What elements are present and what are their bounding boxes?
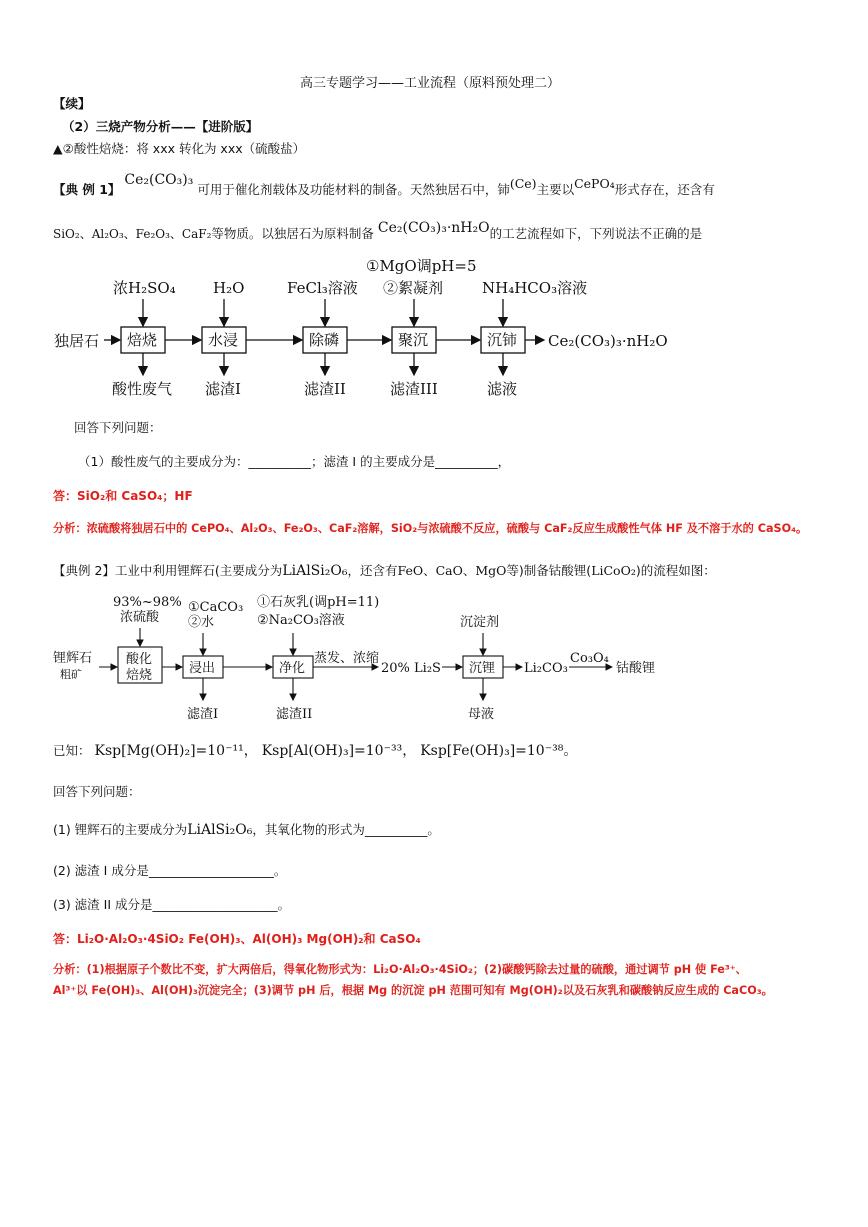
flow1-step-4: 聚沉	[398, 331, 429, 349]
flow2-step-2: 浸出	[189, 661, 216, 676]
flow2-co3o4: Co₃O₄	[570, 651, 609, 666]
flow1-output-1: 酸性废气	[112, 380, 173, 398]
example1-line2-tail: 的工艺流程如下，下列说法不正确的是	[489, 226, 703, 241]
flow2-reagent-2a: ①石灰乳(调pH=11)	[257, 595, 380, 610]
ex2-answer: 答：Li₂O·Al₂O₃·4SiO₂ Fe(OH)₃、Al(OH)₃ Mg(OH)₂和 CaSO₄	[53, 932, 421, 946]
ex1-answer: 答：SiO₂和 CaSO₄；HF	[53, 489, 193, 503]
topic-point: ▲②酸性焙烧：将 xxx 转化为 xxx（硫酸盐）	[53, 141, 306, 156]
flow2-acid-1: 93%~98%	[113, 595, 182, 610]
flow1-reagent-1: 浓H₂SO₄	[113, 279, 176, 297]
ex2-answer-prompt: 回答下列问题：	[53, 784, 141, 799]
formula-ce2co3: Ce₂(CO₃)₃	[124, 172, 194, 188]
impurity-formulas: SiO₂、Al₂O₃、Fe₂O₃、CaF₂	[53, 227, 212, 241]
example1-line2	[53, 220, 703, 242]
flow2-li2co3: Li₂CO₃	[524, 661, 568, 676]
flow2-step-1a: 酸化	[126, 652, 153, 667]
ex2-analysis-line1: 分析：(1)根据原子个数比不变，扩大两倍后，得氧化物形式为：Li₂O·Al₂O₃·4SiO₂；(2)碳酸钙除去过量的硫酸，通过调节 pH 使 Fe³⁺、	[53, 963, 747, 976]
example2-text-a: 【典例 2】工业中利用锂辉石(主要成分为	[53, 563, 283, 578]
flow1-reagent-2: H₂O	[213, 279, 245, 297]
example1-text-3: 形式存在，还含有	[614, 182, 715, 197]
flow1-reagent-6: NH₄HCO₃溶液	[482, 279, 588, 297]
impurity-formulas-2: FeO、CaO、MgO	[397, 563, 507, 578]
flow2-acid-2: 浓硫酸	[120, 610, 160, 625]
example2-text-d: )的流程如图：	[635, 563, 716, 578]
page-title: 高三专题学习——工业流程（原料预处理二）	[300, 76, 561, 91]
flow2-reagent-1b: ②水	[188, 615, 215, 630]
ex2-q1-a: (1) 锂辉石的主要成分为	[53, 822, 188, 837]
flow2-output-2: 滤渣II	[276, 707, 313, 722]
ex2-q1-b: ，其氧化物的形式为__________。	[252, 822, 440, 837]
ex1-question-1: （1）酸性废气的主要成分为：__________；滤渣 I 的主要成分是__________，	[78, 454, 511, 469]
ex2-analysis-line2: Al³⁺以 Fe(OH)₃、Al(OH)₃沉淀完全；(3)调节 pH 后，根据 Mg 的沉淀 pH 范围可知有 Mg(OH)₂以及石灰乳和碳酸钠反应生成的 CaCO₃。	[53, 984, 773, 997]
flow1-step-1: 焙烧	[127, 331, 158, 349]
flow1-reagent-4: ①MgO调pH=5	[366, 257, 477, 275]
flow1-step-2: 水浸	[208, 331, 239, 349]
formula-lialsi2o6: LiAlSi₂O₆	[282, 563, 348, 579]
flow1-output-5: 滤液	[487, 380, 518, 398]
flow2-evaporate: 蒸发、浓缩	[314, 651, 380, 666]
example2-text-b: ，还含有	[347, 563, 398, 578]
ksp-al: Ksp[Al(OH)₃]=10⁻³³，	[261, 743, 417, 759]
section-heading: （2）三烧产物分析——【进阶版】	[62, 119, 259, 134]
flow-diagram-2	[0, 590, 868, 730]
ex2-question-1	[53, 820, 440, 838]
flow1-reagent-3: FeCl₃溶液	[287, 279, 358, 297]
flow2-step-1b: 焙烧	[126, 668, 153, 683]
example1-text-2: 主要以	[536, 182, 575, 197]
ksp-fe: Ksp[Fe(OH)₃]=10⁻³⁸。	[420, 743, 578, 759]
example1-text-1: 可用于催化剂载体及功能材料的制备。天然独居石中，铈	[197, 182, 510, 197]
flow2-input-1: 锂辉石	[53, 651, 93, 666]
flow1-output-2: 滤渣I	[205, 380, 241, 398]
flow2-reagent-2b: ②Na₂CO₃溶液	[257, 613, 345, 628]
known-label: 已知：	[53, 743, 91, 758]
ex2-question-3: (3) 滤渣 II 成分是____________________。	[53, 897, 290, 912]
flow2-output-1: 滤渣I	[187, 707, 219, 722]
flow2-step-3: 净化	[279, 661, 306, 676]
flow1-product: Ce₂(CO₃)₃·nH₂O	[548, 332, 668, 350]
example2-text-c: 等)制备钴酸锂(	[506, 563, 592, 578]
formula-licoo2: LiCoO₂	[591, 563, 636, 578]
ksp-known	[53, 740, 577, 760]
ce-symbol: (Ce)	[509, 176, 537, 191]
example1-line2-text: 等物质。以独居石为原料制备	[211, 226, 374, 241]
ksp-mg: Ksp[Mg(OH)₂]=10⁻¹¹，	[94, 743, 258, 759]
flow1-reagent-5: ②絮凝剂	[383, 279, 444, 297]
ex2-q1-formula: LiAlSi₂O₆	[187, 822, 253, 838]
flow2-input-2: 粗矿	[60, 668, 82, 681]
continued-label: 【续】	[53, 96, 91, 111]
flow1-input: 独居石	[54, 332, 100, 350]
flow2-li2s: 20% Li₂S	[381, 661, 441, 676]
flow1-output-4: 滤渣III	[390, 380, 438, 398]
flow2-reagent-1a: ①CaCO₃	[188, 600, 244, 615]
flow1-step-3: 除磷	[309, 331, 340, 349]
formula-cepo4: CePO₄	[574, 176, 615, 191]
flow2-product: 钴酸锂	[616, 661, 656, 676]
flow-diagram-1	[0, 255, 868, 405]
flow2-step-4: 沉锂	[469, 661, 496, 676]
flow1-step-5: 沉铈	[487, 331, 518, 349]
formula-ce2co3-hydrate: Ce₂(CO₃)₃·nH₂O	[377, 220, 490, 236]
ex2-question-2: (2) 滤渣 I 成分是____________________。	[53, 863, 287, 878]
example2-intro	[53, 561, 716, 579]
flow2-reagent-3: 沉淀剂	[460, 615, 500, 630]
ex1-analysis: 分析：浓硫酸将独居石中的 CePO₄、Al₂O₃、Fe₂O₃、CaF₂溶解，SiO₂与浓硫酸不反应，硫酸与 CaF₂反应生成酸性气体 HF 及不溶于水的 CaSO₄。	[53, 522, 808, 535]
flow1-output-3: 滤渣II	[304, 380, 346, 398]
example1-tag: 【典 例 1】	[53, 182, 121, 197]
example1-intro	[53, 172, 715, 198]
ex1-answer-prompt: 回答下列问题：	[74, 420, 162, 435]
flow2-output-3: 母液	[468, 707, 495, 722]
